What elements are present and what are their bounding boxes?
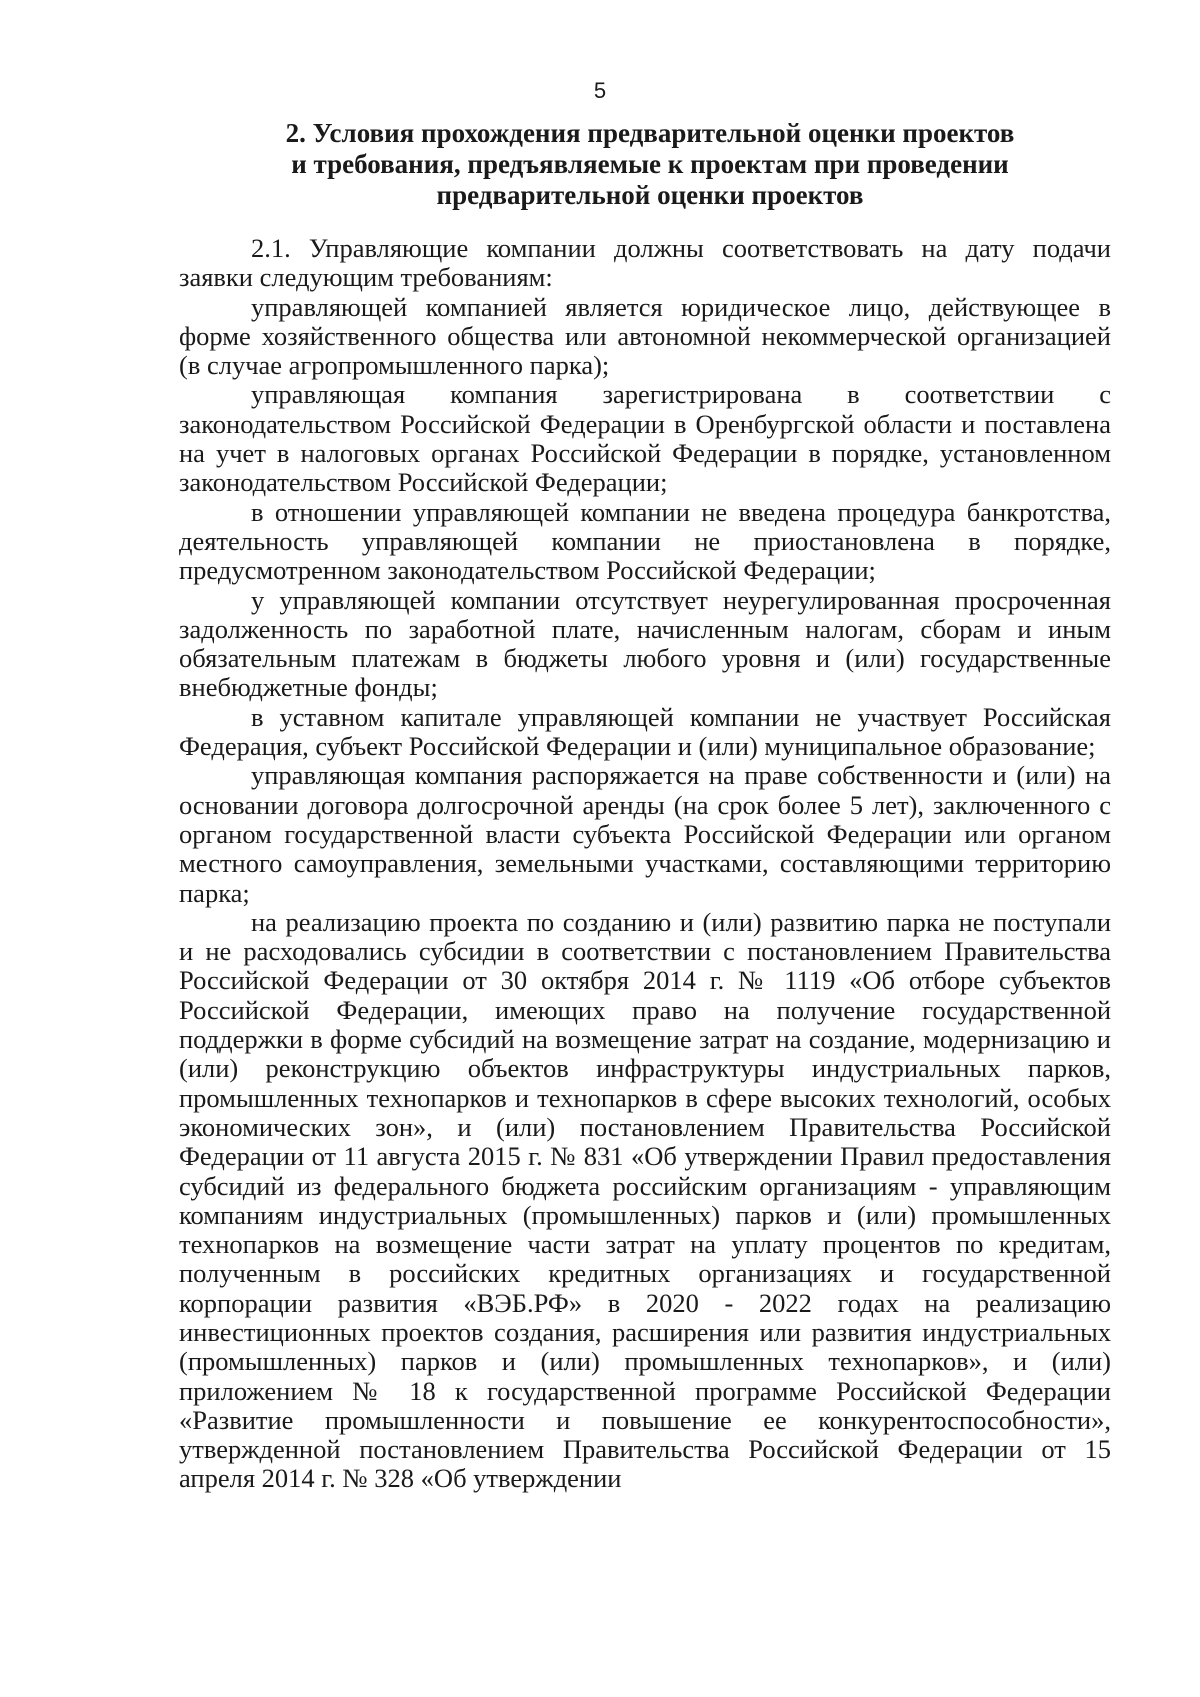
requirement-legal-entity: управляющей компанией является юридическое лицо, действующее в форме хозяйственного общества или автономной некоммерческой организацией (в случае агропромышленного парка); <box>179 291 1111 381</box>
requirement-land: управляющая компания распоряжается на праве собственности и (или) на основании договора долгосрочной аренды (на срок более 5 лет), заключенного с органом государственной власти субъекта Российской Федерации или органом местного самоуправления, земельными участками, составляющими территорию парка; <box>179 760 1111 908</box>
requirement-no-debt: у управляющей компании отсутствует неурегулированная просроченная задолженность по заработной плате, начисленным налогам, сборам и иным обязательным платежам в бюджеты любого уровня и (или) государственные внебюджетные фонды; <box>179 584 1111 703</box>
requirement-capital: в уставном капитале управляющей компании не участвует Российская Федерация, субъект Российской Федерации и (или) муниципальное образование; <box>179 701 1111 762</box>
requirement-no-subsidies: на реализацию проекта по созданию и (или) развитию парка не поступали и не расходовались субсидии в соответствии с постановлением Правительства Российской Федерации от 30 октября 2014 г. № 1119 «Об отборе субъектов Российской Федерации, имеющих право на получение государственной поддержки в форме субсидий на возмещение затрат на создание, модернизацию и (или) реконструкцию объектов инфраструктуры индустриальных парков, промышленных технопарков и технопарков в сфере высоких технологий, особых экономических зон», и (или) постановлением Правительства Российской Федерации от 11 августа 2015 г. № 831 «Об утверждении Правил предоставления субсидий из федерального бюджета российским организациям - управляющим компаниям индустриальных (промышленных) парков и (или) промышленных технопарков на возмещение части затрат на уплату процентов по кредитам, полученным в российских кредитных организациях и государственной корпорации развития «ВЭБ.РФ» в 2020 - 2022 годах на реализацию инвестиционных проектов создания, расширения или развития индустриальных (промышленных) парков и (или) промышленных технопарков», и (или) приложением № 18 к государственной программе Российской Федерации «Развитие промышленности и повышение ее конкурентоспособности», утвержденной постановлением Правительства Российской Федерации от 15 апреля 2014 г. № 328 «Об утверждении <box>179 906 1111 1494</box>
section-heading <box>200 118 1100 211</box>
section-heading-line: и требования, предъявляемые к проектам при проведении <box>291 149 1009 179</box>
document-body <box>179 234 1111 1494</box>
section-heading-line: предварительной оценки проектов <box>436 180 864 210</box>
section-heading-line: 2. Условия прохождения предварительной оценки проектов <box>285 118 1015 148</box>
requirement-no-bankruptcy: в отношении управляющей компании не введена процедура банкротства, деятельность управляющей компании не приостановлена в порядке, предусмотренном законодательством Российской Федерации; <box>179 496 1111 586</box>
paragraph-2-1-intro: 2.1. Управляющие компании должны соответствовать на дату подачи заявки следующим требованиям: <box>179 233 1111 293</box>
requirement-registration: управляющая компания зарегистрирована в соответствии с законодательством Российской Федерации в Оренбургской области и поставлена на учет в налоговых органах Российской Федерации в порядке, установленном законодательством Российской Федерации; <box>179 379 1111 498</box>
page-number: 5 <box>593 78 607 103</box>
